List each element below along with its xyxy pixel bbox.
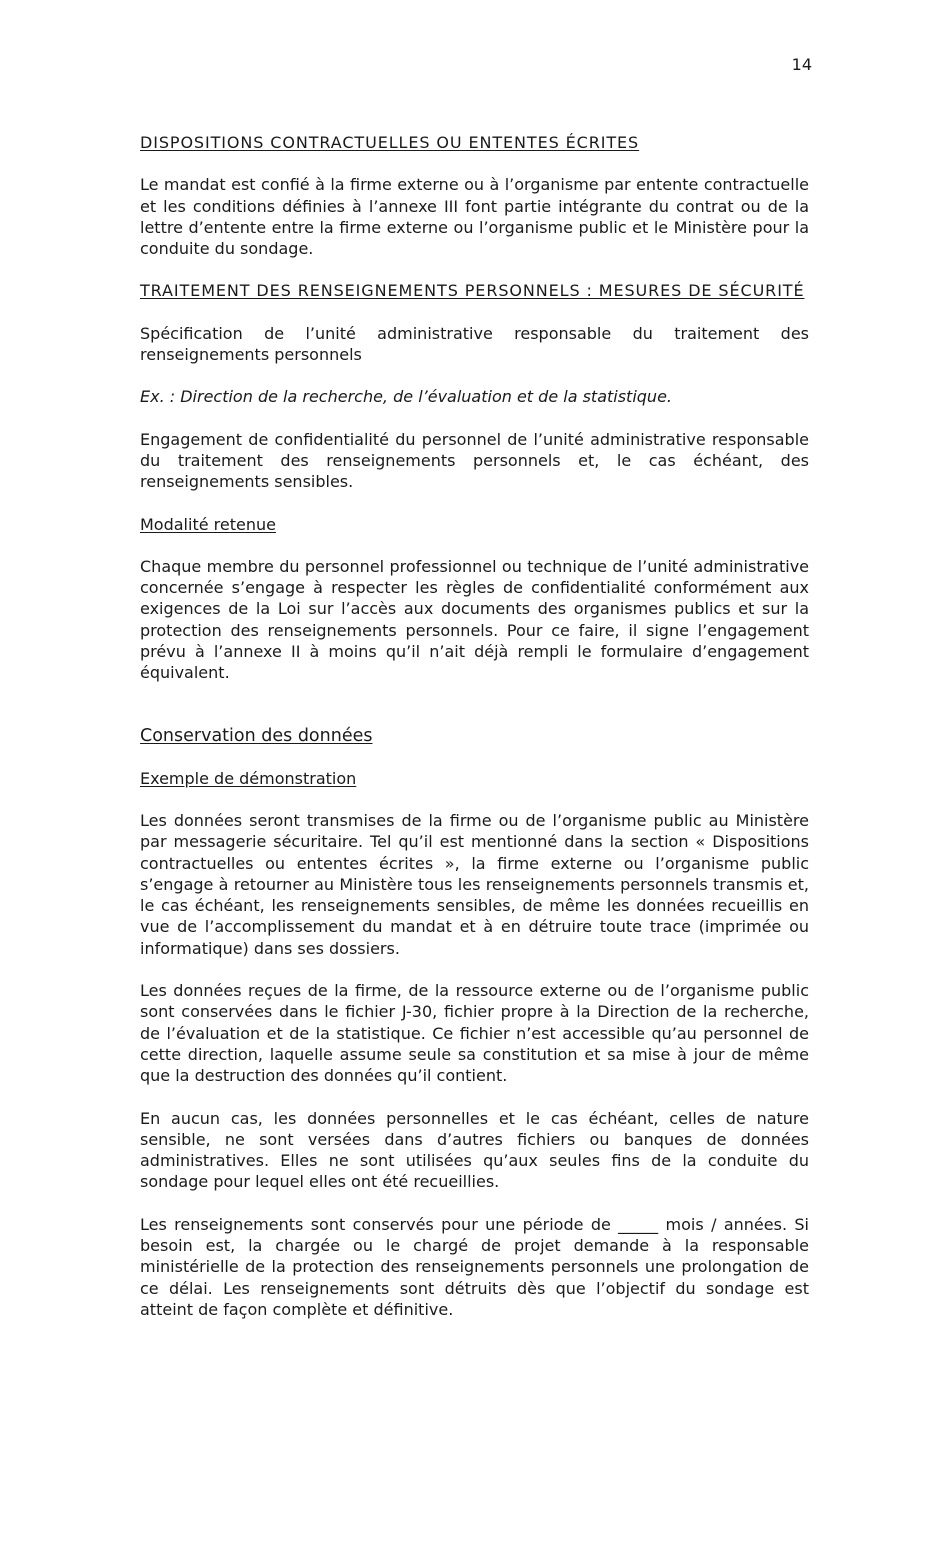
page-number: 14 [791, 55, 812, 74]
unit-specification-paragraph: Spécification de l’unité administrative responsable du traitement des renseignements personnels [140, 323, 809, 365]
data-conservation-heading: Conservation des données [140, 725, 373, 746]
document-body [140, 132, 809, 1320]
data-transmission-paragraph: Les données seront transmises de la firme ou de l’organisme public au Ministère par messagerie sécuritaire. Tel qu’il est mentionné dans la section « Dispositions contractuelles ou ententes écrites », la firme externe ou l’organisme public s’engage à retourner au Ministère tous les renseignements personnels transmis et, le cas échéant, les renseignements sensibles, de même les données recueillis en vue de l’accomplissement du mandat et à en détruire toute trace (imprimée ou informatique) dans ses dossiers. [140, 810, 809, 958]
modality-heading: Modalité retenue [140, 514, 276, 534]
example-paragraph: Ex. : Direction de la recherche, de l’évaluation et de la statistique. [140, 387, 672, 407]
modality-paragraph: Chaque membre du personnel professionnel ou technique de l’unité administrative concernée s’engage à respecter les règles de confidentialité conformément aux exigences de la Loi sur l’accès aux documents des organismes publics et sur la protection des renseignements personnels. Pour ce faire, il signe l’engagement prévu à l’annexe II à moins qu’il n’ait déjà rempli le formulaire d’engagement équivalent. [140, 556, 809, 683]
data-retention-paragraph: Les renseignements sont conservés pour une période de _____ mois / années. Si besoin est, la chargée ou le chargé de projet demande à la responsable ministérielle de la protection des renseignements personnels une prolongation de ce délai. Les renseignements sont détruits dès que l’objectif du sondage est atteint de façon complète et définitive. [140, 1214, 809, 1319]
data-storage-paragraph: Les données reçues de la firme, de la ressource externe ou de l’organisme public sont conservées dans le fichier J-30, fichier propre à la Direction de la recherche, de l’évaluation et de la statistique. Ce fichier n’est accessible qu’au personnel de cette direction, laquelle assume seule sa constitution et sa mise à jour de même que la destruction des données qu’il contient. [140, 981, 809, 1086]
contract-provisions-heading: DISPOSITIONS CONTRACTUELLES OU ENTENTES ÉCRITES [140, 133, 640, 152]
data-usage-paragraph: En aucun cas, les données personnelles et le cas échéant, celles de nature sensible, ne sont versées dans d’autres fichiers ou banques de données administratives. Elles ne sont utilisées qu’aux seules fins de la conduite du sondage pour lequel elles ont été recueillies. [140, 1108, 809, 1192]
confidentiality-commitment-paragraph: Engagement de confidentialité du personnel de l’unité administrative responsable du traitement des renseignements personnels et, le cas échéant, des renseignements sensibles. [140, 429, 809, 492]
demonstration-example-heading: Exemple de démonstration [140, 768, 357, 788]
contract-paragraph: Le mandat est confié à la firme externe ou à l’organisme par entente contractuelle et les conditions définies à l’annexe III font partie intégrante du contrat ou de la lettre d’entente entre la firme externe ou l’organisme public et le Ministère pour la conduite du sondage. [140, 175, 809, 259]
personal-information-security-heading: TRAITEMENT DES RENSEIGNEMENTS PERSONNELS : MESURES DE SÉCURITÉ [140, 281, 805, 301]
